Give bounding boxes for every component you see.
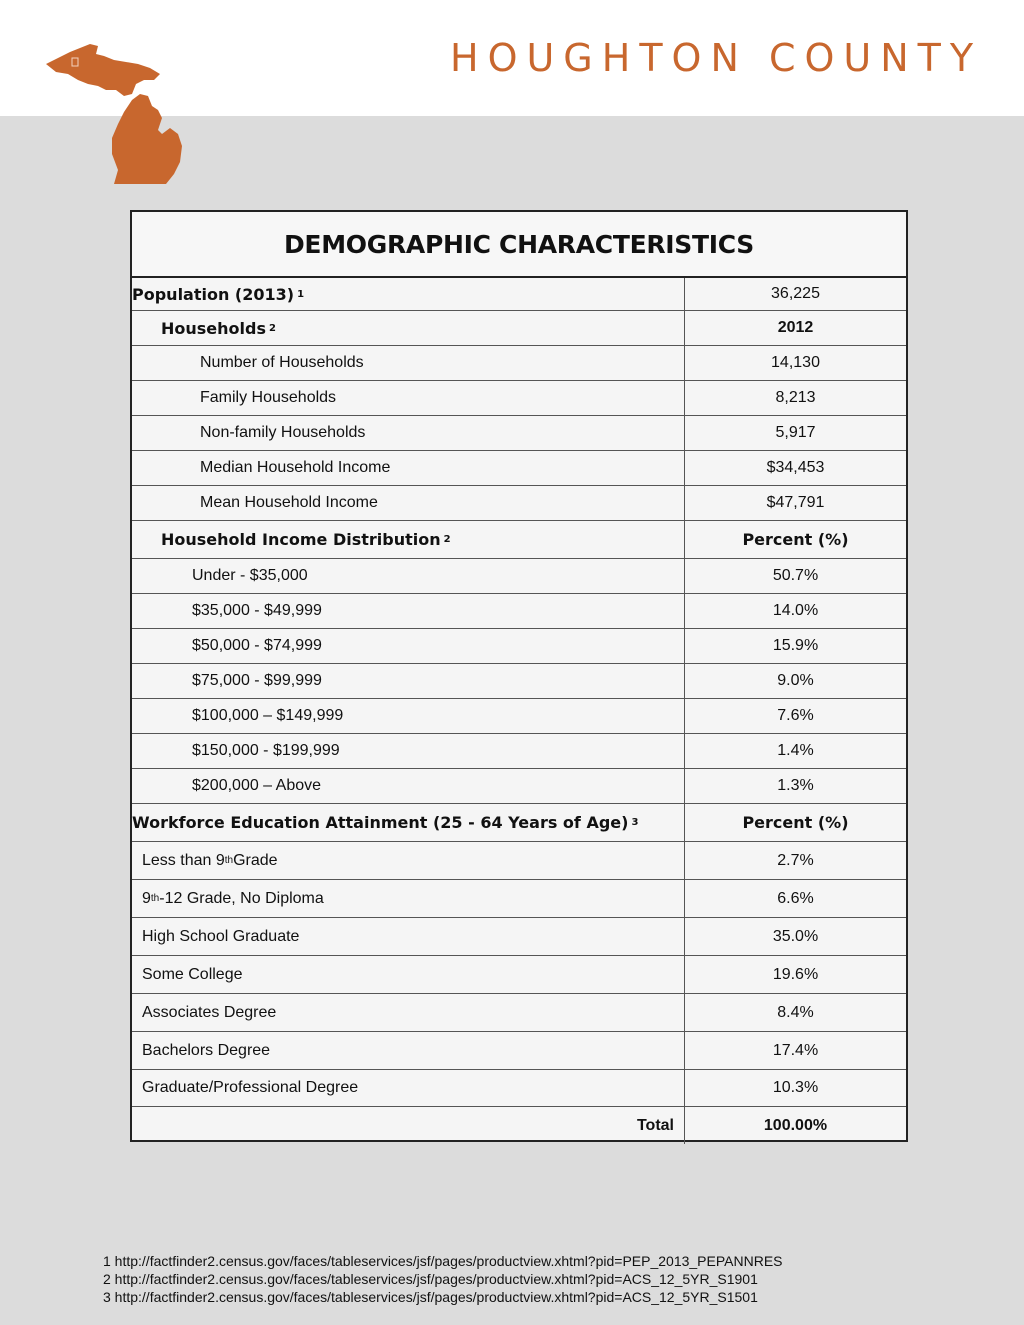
- table-row: [132, 769, 906, 804]
- table-row: [132, 994, 906, 1032]
- row-value: 50.7%: [772, 567, 819, 584]
- row-value: 1.4%: [777, 742, 814, 759]
- michigan-map-icon: [40, 38, 200, 188]
- row-value: 35.0%: [772, 927, 819, 945]
- row-value: 2.7%: [777, 851, 814, 869]
- table-row: [132, 699, 906, 734]
- row-label: $35,000 - $49,999: [132, 594, 685, 628]
- table-row: [132, 956, 906, 994]
- income-distribution-header-row: [132, 521, 906, 559]
- table-row: [132, 918, 906, 956]
- row-label: Graduate/Professional Degree: [132, 1070, 685, 1106]
- households-label: Households 2: [132, 311, 685, 345]
- row-label: $75,000 - $99,999: [132, 664, 685, 698]
- table-row: [132, 842, 906, 880]
- row-label: Family Households: [132, 381, 685, 415]
- education-label: Workforce Education Attainment (25 - 64 Years of Age) 3: [132, 804, 685, 841]
- table-row: [132, 629, 906, 664]
- table-row: [132, 486, 906, 521]
- row-value: 6.6%: [777, 889, 814, 907]
- county-title: HOUGHTON COUNTY: [450, 36, 983, 80]
- education-percent-header: Percent (%): [742, 813, 849, 832]
- income-distribution-percent-header: Percent (%): [742, 530, 849, 549]
- total-row: [132, 1107, 906, 1144]
- row-value: 19.6%: [772, 965, 819, 983]
- page-header: [0, 0, 1024, 116]
- households-header-row: [132, 311, 906, 346]
- table-row: [132, 594, 906, 629]
- row-value: 5,917: [775, 424, 816, 441]
- demographics-table: [130, 210, 908, 1142]
- row-label: $150,000 - $199,999: [132, 734, 685, 768]
- footnote-2: 2 http://factfinder2.census.gov/faces/tableservices/jsf/pages/productview.xhtml?pid=ACS_12_5YR_S1901: [103, 1271, 758, 1287]
- footnote-1: 1 http://factfinder2.census.gov/faces/tableservices/jsf/pages/productview.xhtml?pid=PEP_2013_PEPANNRES: [103, 1253, 783, 1269]
- table-row: [132, 346, 906, 381]
- table-row: [132, 880, 906, 918]
- row-label: 9 th -12 Grade, No Diploma: [132, 880, 685, 917]
- row-label: Bachelors Degree: [132, 1032, 685, 1069]
- row-label: Median Household Income: [132, 451, 685, 485]
- row-label: Mean Household Income: [132, 486, 685, 520]
- total-label: Total: [132, 1107, 685, 1144]
- row-value: 8,213: [775, 389, 816, 406]
- row-label: High School Graduate: [132, 918, 685, 955]
- total-value: 100.00%: [763, 1116, 828, 1134]
- row-value: 10.3%: [772, 1079, 819, 1096]
- row-label: $200,000 – Above: [132, 769, 685, 803]
- table-title: DEMOGRAPHIC CHARACTERISTICS: [132, 212, 906, 278]
- table-row: [132, 381, 906, 416]
- row-value: 9.0%: [777, 672, 814, 689]
- table-row: [132, 1070, 906, 1107]
- table-row: [132, 734, 906, 769]
- footnote-3: 3 http://factfinder2.census.gov/faces/tableservices/jsf/pages/productview.xhtml?pid=ACS_12_5YR_S1501: [103, 1289, 758, 1305]
- population-value: 36,225: [771, 285, 820, 302]
- row-value: 7.6%: [777, 707, 814, 724]
- row-label: Non-family Households: [132, 416, 685, 450]
- population-label: Population (2013) 1: [132, 278, 685, 310]
- row-value: 17.4%: [772, 1041, 819, 1059]
- table-row: [132, 451, 906, 486]
- row-value: 1.3%: [777, 777, 814, 794]
- row-label: $50,000 - $74,999: [132, 629, 685, 663]
- row-value: 14,130: [771, 354, 820, 371]
- footnotes: [103, 1252, 783, 1306]
- row-value: 8.4%: [777, 1003, 814, 1021]
- table-row: [132, 559, 906, 594]
- row-label: Associates Degree: [132, 994, 685, 1031]
- row-label: Number of Households: [132, 346, 685, 380]
- table-row: [132, 416, 906, 451]
- households-year: 2012: [777, 319, 814, 336]
- row-label: Some College: [132, 956, 685, 993]
- education-header-row: [132, 804, 906, 842]
- row-label: $100,000 – $149,999: [132, 699, 685, 733]
- table-row: [132, 1032, 906, 1070]
- population-row: [132, 278, 906, 311]
- row-label: Under - $35,000: [132, 559, 685, 593]
- table-row: [132, 664, 906, 699]
- row-label: Less than 9 th Grade: [132, 842, 685, 879]
- income-distribution-label: Household Income Distribution 2: [132, 521, 685, 558]
- row-value: 15.9%: [772, 637, 819, 654]
- row-value: $47,791: [766, 494, 825, 511]
- row-value: 14.0%: [772, 602, 819, 619]
- row-value: $34,453: [766, 459, 825, 476]
